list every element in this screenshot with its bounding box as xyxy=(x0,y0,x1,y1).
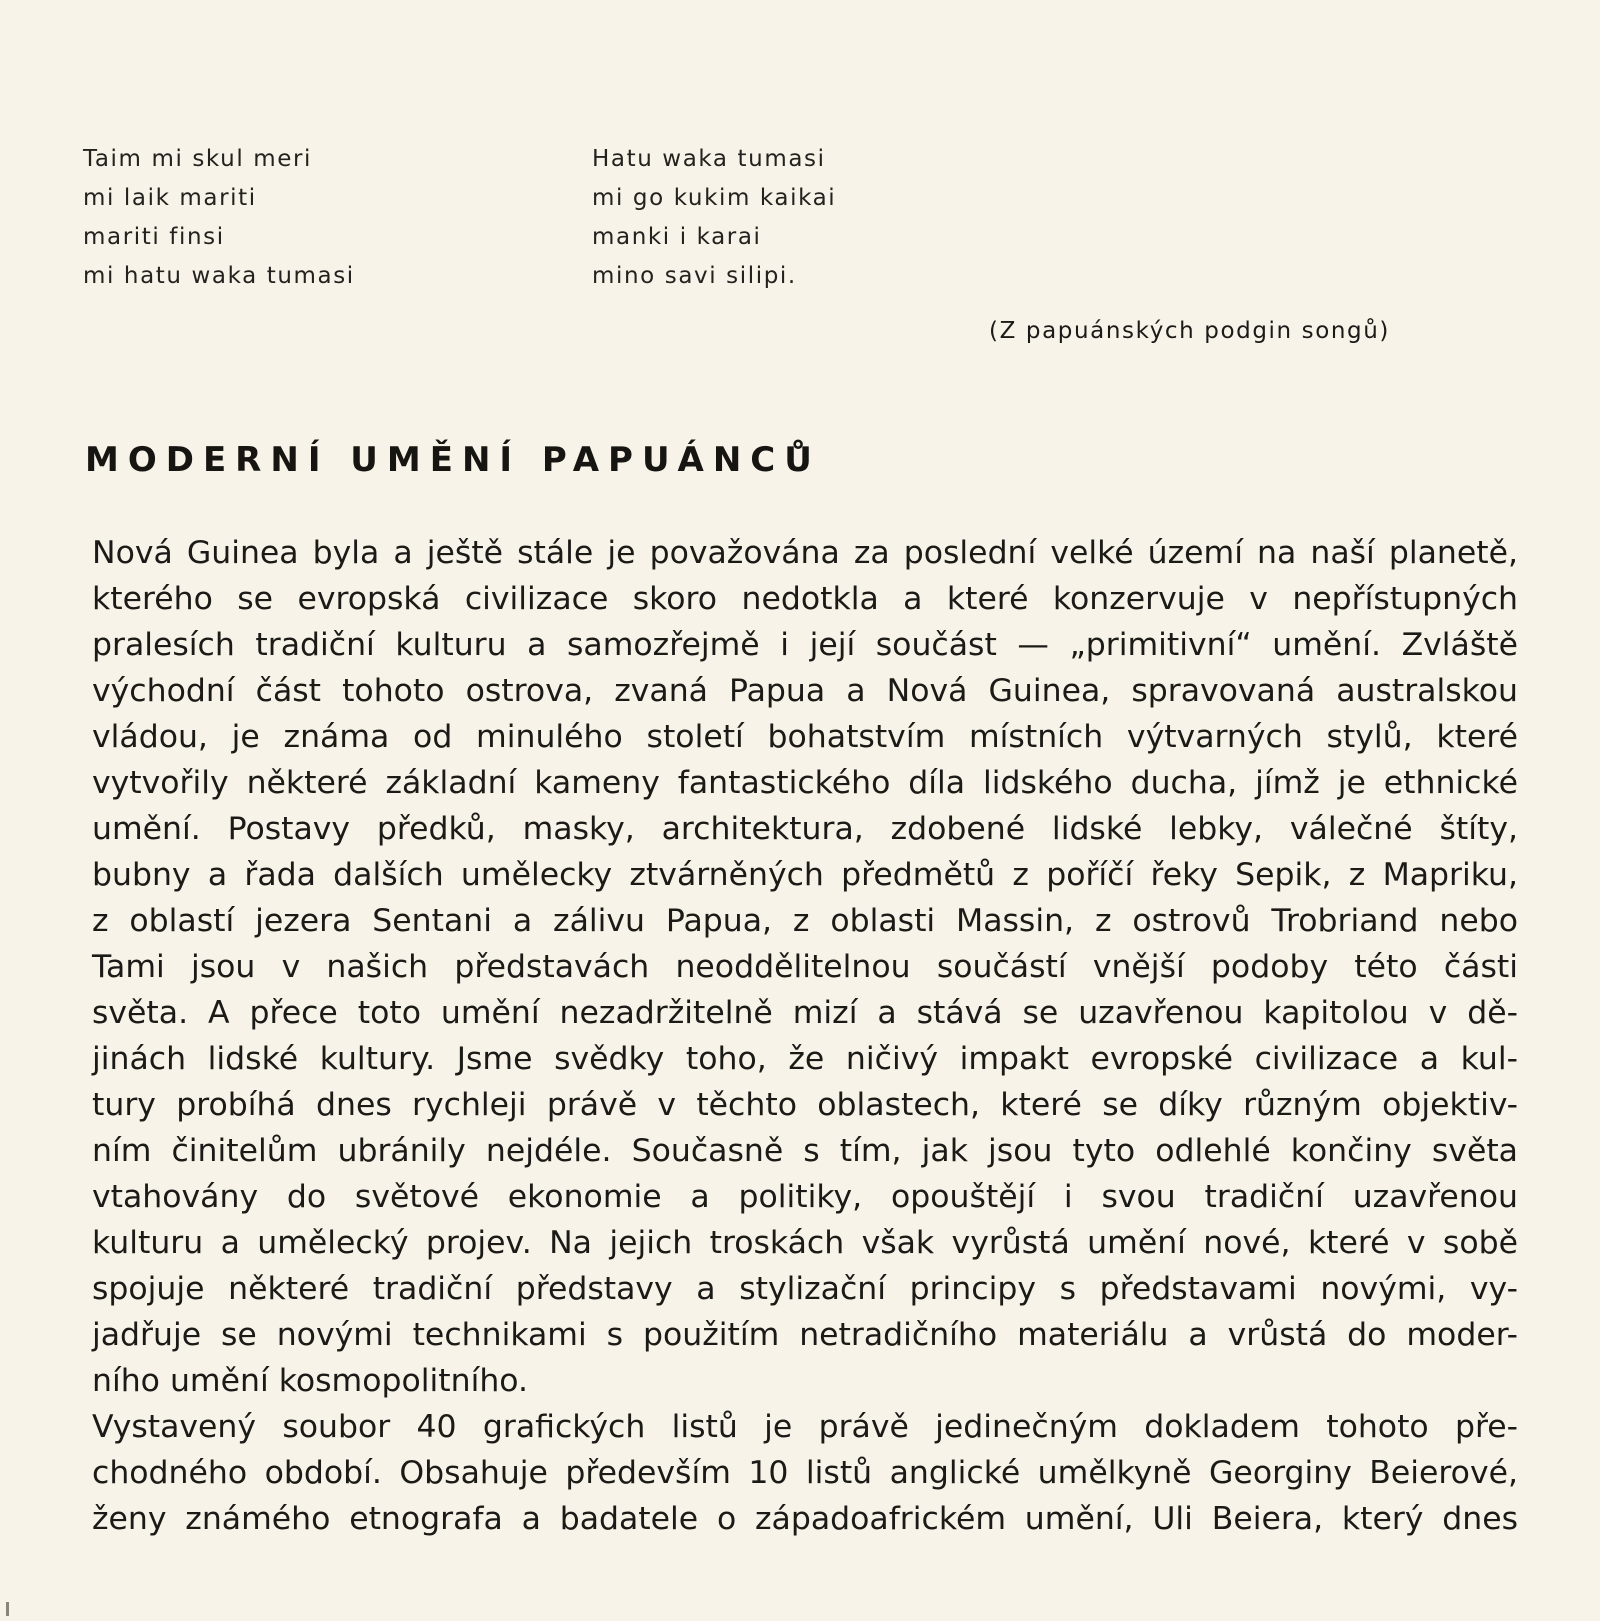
body-line: vtahovány do světové ekonomie a politiky, opouštějí i svou tradiční uzavřenou xyxy=(92,1179,1518,1215)
margin-mark xyxy=(6,1602,9,1616)
poem-right-column xyxy=(592,140,836,296)
body-line: vytvořily některé základní kameny fantastického díla lidského ducha, jímž je ethnické xyxy=(92,765,1518,801)
body-line: světa. A přece toto umění nezadržitelně mizí a stává se uzavřenou kapitolou v dě- xyxy=(92,995,1518,1031)
body-line: vládou, je známa od minulého století bohatstvím místních výtvarných stylů, které xyxy=(92,719,1518,755)
poem-line: manki i karai xyxy=(592,224,762,250)
body-line: chodného období. Obsahuje především 10 listů anglické umělkyně Georginy Beierové, xyxy=(92,1455,1518,1491)
body-line: jadřuje se novými technikami s použitím netradičního materiálu a vrůstá do moder- xyxy=(92,1317,1518,1353)
body-line: ním činitelům ubránily nejdéle. Současně s tím, jak jsou tyto odlehlé končiny světa xyxy=(92,1133,1518,1169)
body-line: bubny a řada dalších umělecky ztvárněných předmětů z poříčí řeky Sepik, z Mapriku, xyxy=(92,857,1518,893)
article-heading: MODERNÍ UMĚNÍ PAPUÁNCŮ xyxy=(85,440,821,480)
body-line: pralesích tradiční kulturu a samozřejmě i její součást — „primitivní“ umění. Zvláště xyxy=(92,627,1518,663)
body-line: ženy známého etnografa a badatele o západoafrickém umění, Uli Beiera, který dnes xyxy=(92,1501,1518,1537)
body-line: kterého se evropská civilizace skoro nedotkla a které konzervuje v nepřístupných xyxy=(92,581,1518,617)
body-line: tury probíhá dnes rychleji právě v těchto oblastech, které se díky různým objektiv- xyxy=(92,1087,1518,1123)
body-line: kulturu a umělecký projev. Na jejich troskách však vyrůstá umění nové, které v sobě xyxy=(92,1225,1518,1261)
body-line: umění. Postavy předků, masky, architektura, zdobené lidské lebky, válečné štíty, xyxy=(92,811,1518,847)
body-line: Tami jsou v našich představách neoddělitelnou součástí vnější podoby této části xyxy=(92,949,1518,985)
body-line: ního umění kosmopolitního. xyxy=(92,1363,529,1399)
body-line: z oblastí jezera Sentani a zálivu Papua, z oblasti Massin, z ostrovů Trobriand nebo xyxy=(92,903,1518,939)
poem-line: mariti finsi xyxy=(83,224,225,250)
poem-left-column xyxy=(83,140,355,296)
body-line: spojuje některé tradiční představy a stylizační principy s představami novými, vy- xyxy=(92,1271,1518,1307)
body-line: Vystavený soubor 40 grafických listů je právě jedinečným dokladem tohoto pře- xyxy=(92,1409,1518,1445)
poem-attribution: (Z papuánských podgin songů) xyxy=(989,318,1390,344)
poem-line: mino savi silipi. xyxy=(592,263,797,289)
poem-line: Taim mi skul meri xyxy=(83,146,313,172)
poem-line: mi hatu waka tumasi xyxy=(83,263,355,289)
body-line: východní část tohoto ostrova, zvaná Papua a Nová Guinea, spravovaná australskou xyxy=(92,673,1518,709)
poem-line: mi laik mariti xyxy=(83,185,257,211)
body-line: jinách lidské kultury. Jsme svědky toho, že ničivý impakt evropské civilizace a kul- xyxy=(92,1041,1518,1077)
poem-line: Hatu waka tumasi xyxy=(592,146,826,172)
body-line: Nová Guinea byla a ještě stále je považována za poslední velké území na naší planetě, xyxy=(92,535,1518,571)
article-body xyxy=(92,530,1518,1542)
poem-line: mi go kukim kaikai xyxy=(592,185,837,211)
